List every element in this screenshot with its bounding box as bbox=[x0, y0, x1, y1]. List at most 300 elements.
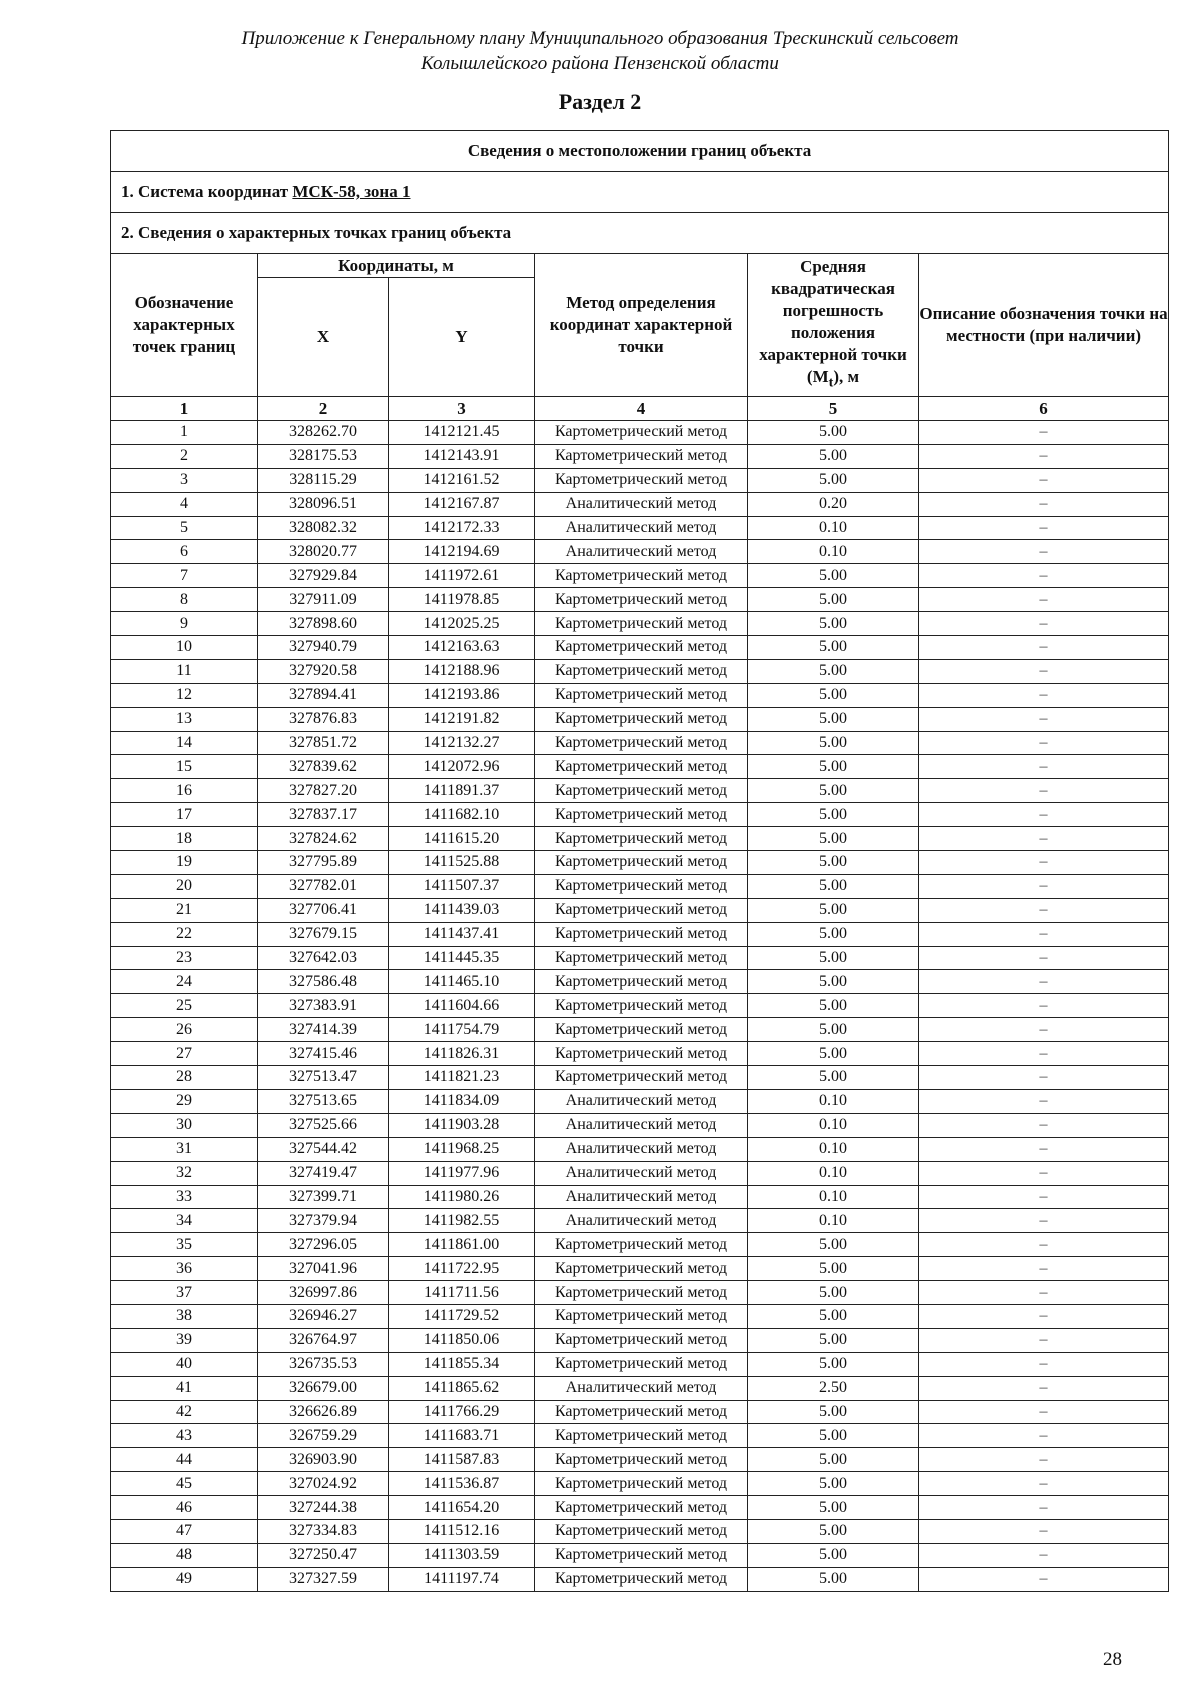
x-coordinate-cell: 327911.09 bbox=[258, 588, 389, 612]
y-coordinate-cell: 1411197.74 bbox=[389, 1567, 535, 1591]
method-cell: Картометрический метод bbox=[535, 1496, 748, 1520]
x-coordinate-cell: 326759.29 bbox=[258, 1424, 389, 1448]
y-coordinate-cell: 1412161.52 bbox=[389, 468, 535, 492]
method-cell: Картометрический метод bbox=[535, 1328, 748, 1352]
x-coordinate-cell: 326903.90 bbox=[258, 1448, 389, 1472]
table-row bbox=[111, 612, 1169, 636]
x-coordinate-cell: 327679.15 bbox=[258, 922, 389, 946]
mean-error-cell: 5.00 bbox=[748, 444, 919, 468]
table-row bbox=[111, 1113, 1169, 1137]
description-cell: – bbox=[919, 683, 1169, 707]
x-coordinate-cell: 327525.66 bbox=[258, 1113, 389, 1137]
method-cell: Аналитический метод bbox=[535, 1209, 748, 1233]
point-id-cell: 26 bbox=[111, 1018, 258, 1042]
mean-error-cell: 5.00 bbox=[748, 851, 919, 875]
point-id-cell: 31 bbox=[111, 1137, 258, 1161]
x-coordinate-cell: 327414.39 bbox=[258, 1018, 389, 1042]
mean-error-cell: 5.00 bbox=[748, 946, 919, 970]
table-row bbox=[111, 994, 1169, 1018]
table-row bbox=[111, 1233, 1169, 1257]
table-row bbox=[111, 1424, 1169, 1448]
method-cell: Картометрический метод bbox=[535, 564, 748, 588]
x-coordinate-cell: 327250.47 bbox=[258, 1543, 389, 1567]
description-cell: – bbox=[919, 1448, 1169, 1472]
mean-error-cell: 5.00 bbox=[748, 1567, 919, 1591]
table-row bbox=[111, 1137, 1169, 1161]
method-cell: Картометрический метод bbox=[535, 755, 748, 779]
method-cell: Картометрический метод bbox=[535, 659, 748, 683]
description-cell: – bbox=[919, 659, 1169, 683]
point-id-cell: 38 bbox=[111, 1304, 258, 1328]
method-cell: Аналитический метод bbox=[535, 540, 748, 564]
table-row bbox=[111, 898, 1169, 922]
mean-error-cell: 5.00 bbox=[748, 1066, 919, 1090]
point-id-cell: 39 bbox=[111, 1328, 258, 1352]
method-cell: Аналитический метод bbox=[535, 1376, 748, 1400]
coordinate-system-value: МСК-58, зона 1 bbox=[292, 182, 411, 201]
method-cell: Картометрический метод bbox=[535, 1424, 748, 1448]
table-row bbox=[111, 1567, 1169, 1591]
point-id-cell: 43 bbox=[111, 1424, 258, 1448]
method-cell: Картометрический метод bbox=[535, 612, 748, 636]
method-cell: Картометрический метод bbox=[535, 683, 748, 707]
point-id-cell: 49 bbox=[111, 1567, 258, 1591]
point-id-cell: 12 bbox=[111, 683, 258, 707]
mean-error-cell: 5.00 bbox=[748, 1424, 919, 1448]
method-cell: Картометрический метод bbox=[535, 731, 748, 755]
description-cell: – bbox=[919, 444, 1169, 468]
y-coordinate-cell: 1411865.62 bbox=[389, 1376, 535, 1400]
boundary-points-table bbox=[110, 130, 1169, 1592]
table-row bbox=[111, 516, 1169, 540]
point-id-cell: 14 bbox=[111, 731, 258, 755]
y-coordinate-cell: 1411729.52 bbox=[389, 1304, 535, 1328]
header-description: Описание обозначения точки на местности (при наличии) bbox=[919, 254, 1169, 397]
table-row bbox=[111, 564, 1169, 588]
column-number: 3 bbox=[389, 397, 535, 421]
y-coordinate-cell: 1411507.37 bbox=[389, 874, 535, 898]
coordinate-system-label: 1. Система координат bbox=[121, 182, 293, 201]
table-row bbox=[111, 1543, 1169, 1567]
description-cell: – bbox=[919, 1472, 1169, 1496]
description-cell: – bbox=[919, 827, 1169, 851]
mean-error-cell: 5.00 bbox=[748, 683, 919, 707]
description-cell: – bbox=[919, 1567, 1169, 1591]
y-coordinate-cell: 1411437.41 bbox=[389, 922, 535, 946]
x-coordinate-cell: 327837.17 bbox=[258, 803, 389, 827]
method-cell: Картометрический метод bbox=[535, 970, 748, 994]
method-cell: Картометрический метод bbox=[535, 1281, 748, 1305]
table-row bbox=[111, 1257, 1169, 1281]
description-cell: – bbox=[919, 946, 1169, 970]
x-coordinate-cell: 328096.51 bbox=[258, 492, 389, 516]
description-cell: – bbox=[919, 1113, 1169, 1137]
table-row bbox=[111, 636, 1169, 660]
table-row bbox=[111, 659, 1169, 683]
point-id-cell: 19 bbox=[111, 851, 258, 875]
point-id-cell: 8 bbox=[111, 588, 258, 612]
point-id-cell: 22 bbox=[111, 922, 258, 946]
mean-error-cell: 5.00 bbox=[748, 1472, 919, 1496]
point-id-cell: 7 bbox=[111, 564, 258, 588]
y-coordinate-cell: 1412121.45 bbox=[389, 421, 535, 445]
y-coordinate-cell: 1412194.69 bbox=[389, 540, 535, 564]
method-cell: Картометрический метод bbox=[535, 874, 748, 898]
description-cell: – bbox=[919, 636, 1169, 660]
header-x: X bbox=[258, 278, 389, 397]
description-cell: – bbox=[919, 851, 1169, 875]
table-row bbox=[111, 421, 1169, 445]
point-id-cell: 44 bbox=[111, 1448, 258, 1472]
description-cell: – bbox=[919, 1257, 1169, 1281]
mean-error-cell: 5.00 bbox=[748, 468, 919, 492]
table-row bbox=[111, 827, 1169, 851]
method-cell: Картометрический метод bbox=[535, 421, 748, 445]
method-cell: Картометрический метод bbox=[535, 444, 748, 468]
y-coordinate-cell: 1412188.96 bbox=[389, 659, 535, 683]
x-coordinate-cell: 326626.89 bbox=[258, 1400, 389, 1424]
mean-error-cell: 5.00 bbox=[748, 1400, 919, 1424]
y-coordinate-cell: 1411903.28 bbox=[389, 1113, 535, 1137]
point-id-cell: 24 bbox=[111, 970, 258, 994]
x-coordinate-cell: 326946.27 bbox=[258, 1304, 389, 1328]
table-row bbox=[111, 1304, 1169, 1328]
y-coordinate-cell: 1411465.10 bbox=[389, 970, 535, 994]
method-cell: Картометрический метод bbox=[535, 468, 748, 492]
x-coordinate-cell: 327782.01 bbox=[258, 874, 389, 898]
method-cell: Аналитический метод bbox=[535, 516, 748, 540]
point-id-cell: 29 bbox=[111, 1089, 258, 1113]
description-cell: – bbox=[919, 516, 1169, 540]
mean-error-cell: 5.00 bbox=[748, 612, 919, 636]
point-id-cell: 2 bbox=[111, 444, 258, 468]
y-coordinate-cell: 1411587.83 bbox=[389, 1448, 535, 1472]
description-cell: – bbox=[919, 779, 1169, 803]
point-id-cell: 4 bbox=[111, 492, 258, 516]
y-coordinate-cell: 1411439.03 bbox=[389, 898, 535, 922]
description-cell: – bbox=[919, 1018, 1169, 1042]
mean-error-cell: 0.10 bbox=[748, 1161, 919, 1185]
x-coordinate-cell: 327839.62 bbox=[258, 755, 389, 779]
table-row bbox=[111, 1400, 1169, 1424]
mean-error-cell: 5.00 bbox=[748, 1328, 919, 1352]
point-id-cell: 13 bbox=[111, 707, 258, 731]
mean-error-cell: 5.00 bbox=[748, 994, 919, 1018]
table-row bbox=[111, 444, 1169, 468]
description-cell: – bbox=[919, 970, 1169, 994]
method-cell: Картометрический метод bbox=[535, 707, 748, 731]
description-cell: – bbox=[919, 1066, 1169, 1090]
description-cell: – bbox=[919, 922, 1169, 946]
mean-error-cell: 5.00 bbox=[748, 659, 919, 683]
mean-error-cell: 5.00 bbox=[748, 636, 919, 660]
mean-error-cell: 0.10 bbox=[748, 1089, 919, 1113]
x-coordinate-cell: 327851.72 bbox=[258, 731, 389, 755]
point-id-cell: 46 bbox=[111, 1496, 258, 1520]
x-coordinate-cell: 328115.29 bbox=[258, 468, 389, 492]
method-cell: Картометрический метод bbox=[535, 779, 748, 803]
table-body bbox=[111, 421, 1169, 1592]
table-row bbox=[111, 803, 1169, 827]
description-cell: – bbox=[919, 421, 1169, 445]
mean-error-cell: 5.00 bbox=[748, 970, 919, 994]
point-id-cell: 6 bbox=[111, 540, 258, 564]
x-coordinate-cell: 327383.91 bbox=[258, 994, 389, 1018]
header-mean-error-text: Средняя квадратическая погрешность положения характерной точки (M bbox=[759, 257, 907, 387]
mean-error-cell: 0.10 bbox=[748, 540, 919, 564]
column-number: 1 bbox=[111, 397, 258, 421]
y-coordinate-cell: 1411754.79 bbox=[389, 1018, 535, 1042]
y-coordinate-cell: 1412132.27 bbox=[389, 731, 535, 755]
table-row bbox=[111, 946, 1169, 970]
y-coordinate-cell: 1411982.55 bbox=[389, 1209, 535, 1233]
mean-error-cell: 5.00 bbox=[748, 1304, 919, 1328]
mean-error-cell: 0.20 bbox=[748, 492, 919, 516]
x-coordinate-cell: 327513.65 bbox=[258, 1089, 389, 1113]
document-header-line-1: Приложение к Генеральному плану Муниципального образования Трескинский сельсовет bbox=[241, 28, 959, 49]
y-coordinate-cell: 1412163.63 bbox=[389, 636, 535, 660]
mean-error-cell: 0.10 bbox=[748, 516, 919, 540]
x-coordinate-cell: 327894.41 bbox=[258, 683, 389, 707]
method-cell: Картометрический метод bbox=[535, 1400, 748, 1424]
y-coordinate-cell: 1411682.10 bbox=[389, 803, 535, 827]
y-coordinate-cell: 1411850.06 bbox=[389, 1328, 535, 1352]
x-coordinate-cell: 327041.96 bbox=[258, 1257, 389, 1281]
method-cell: Аналитический метод bbox=[535, 1113, 748, 1137]
table-row bbox=[111, 851, 1169, 875]
x-coordinate-cell: 326997.86 bbox=[258, 1281, 389, 1305]
table-row bbox=[111, 540, 1169, 564]
description-cell: – bbox=[919, 898, 1169, 922]
description-cell: – bbox=[919, 1543, 1169, 1567]
description-cell: – bbox=[919, 1161, 1169, 1185]
point-id-cell: 17 bbox=[111, 803, 258, 827]
y-coordinate-cell: 1412172.33 bbox=[389, 516, 535, 540]
y-coordinate-cell: 1411968.25 bbox=[389, 1137, 535, 1161]
mean-error-cell: 5.00 bbox=[748, 731, 919, 755]
description-cell: – bbox=[919, 1042, 1169, 1066]
mean-error-cell: 5.00 bbox=[748, 874, 919, 898]
table-row bbox=[111, 1281, 1169, 1305]
x-coordinate-cell: 328175.53 bbox=[258, 444, 389, 468]
description-cell: – bbox=[919, 1352, 1169, 1376]
y-coordinate-cell: 1411683.71 bbox=[389, 1424, 535, 1448]
point-id-cell: 23 bbox=[111, 946, 258, 970]
mean-error-cell: 5.00 bbox=[748, 779, 919, 803]
mean-error-cell: 5.00 bbox=[748, 421, 919, 445]
x-coordinate-cell: 328020.77 bbox=[258, 540, 389, 564]
method-cell: Картометрический метод bbox=[535, 1066, 748, 1090]
page-number: 28 bbox=[1103, 1649, 1122, 1670]
mean-error-cell: 2.50 bbox=[748, 1376, 919, 1400]
section-title: Раздел 2 bbox=[558, 89, 642, 114]
x-coordinate-cell: 327244.38 bbox=[258, 1496, 389, 1520]
header-mean-error bbox=[748, 254, 919, 397]
method-cell: Аналитический метод bbox=[535, 1161, 748, 1185]
x-coordinate-cell: 326679.00 bbox=[258, 1376, 389, 1400]
y-coordinate-cell: 1411891.37 bbox=[389, 779, 535, 803]
y-coordinate-cell: 1411654.20 bbox=[389, 1496, 535, 1520]
y-coordinate-cell: 1411615.20 bbox=[389, 827, 535, 851]
point-id-cell: 3 bbox=[111, 468, 258, 492]
y-coordinate-cell: 1412025.25 bbox=[389, 612, 535, 636]
point-id-cell: 33 bbox=[111, 1185, 258, 1209]
table-row bbox=[111, 707, 1169, 731]
mean-error-cell: 5.00 bbox=[748, 1543, 919, 1567]
header-coordinates-group: Координаты, м bbox=[258, 254, 535, 278]
description-cell: – bbox=[919, 1137, 1169, 1161]
header-method: Метод определения координат характерной точки bbox=[535, 254, 748, 397]
x-coordinate-cell: 327327.59 bbox=[258, 1567, 389, 1591]
mean-error-cell: 5.00 bbox=[748, 1448, 919, 1472]
description-cell: – bbox=[919, 1424, 1169, 1448]
point-id-cell: 32 bbox=[111, 1161, 258, 1185]
method-cell: Картометрический метод bbox=[535, 1567, 748, 1591]
table-row bbox=[111, 755, 1169, 779]
point-id-cell: 1 bbox=[111, 421, 258, 445]
x-coordinate-cell: 327544.42 bbox=[258, 1137, 389, 1161]
method-cell: Картометрический метод bbox=[535, 1472, 748, 1496]
point-id-cell: 41 bbox=[111, 1376, 258, 1400]
method-cell: Картометрический метод bbox=[535, 851, 748, 875]
point-id-cell: 34 bbox=[111, 1209, 258, 1233]
description-cell: – bbox=[919, 1519, 1169, 1543]
mean-error-cell: 5.00 bbox=[748, 1018, 919, 1042]
y-coordinate-cell: 1411766.29 bbox=[389, 1400, 535, 1424]
mean-error-cell: 5.00 bbox=[748, 755, 919, 779]
x-coordinate-cell: 327334.83 bbox=[258, 1519, 389, 1543]
table-row bbox=[111, 1185, 1169, 1209]
table-row bbox=[111, 779, 1169, 803]
method-cell: Аналитический метод bbox=[535, 492, 748, 516]
mean-error-cell: 5.00 bbox=[748, 1352, 919, 1376]
y-coordinate-cell: 1411834.09 bbox=[389, 1089, 535, 1113]
x-coordinate-cell: 327898.60 bbox=[258, 612, 389, 636]
x-coordinate-cell: 327419.47 bbox=[258, 1161, 389, 1185]
table-row bbox=[111, 492, 1169, 516]
y-coordinate-cell: 1411980.26 bbox=[389, 1185, 535, 1209]
mean-error-cell: 5.00 bbox=[748, 707, 919, 731]
y-coordinate-cell: 1411536.87 bbox=[389, 1472, 535, 1496]
method-cell: Картометрический метод bbox=[535, 1257, 748, 1281]
description-cell: – bbox=[919, 1304, 1169, 1328]
y-coordinate-cell: 1412167.87 bbox=[389, 492, 535, 516]
x-coordinate-cell: 328262.70 bbox=[258, 421, 389, 445]
table-row bbox=[111, 1089, 1169, 1113]
table-row bbox=[111, 970, 1169, 994]
point-id-cell: 18 bbox=[111, 827, 258, 851]
table-row bbox=[111, 1352, 1169, 1376]
y-coordinate-cell: 1411855.34 bbox=[389, 1352, 535, 1376]
description-cell: – bbox=[919, 468, 1169, 492]
x-coordinate-cell: 327929.84 bbox=[258, 564, 389, 588]
table-row bbox=[111, 731, 1169, 755]
x-coordinate-cell: 327399.71 bbox=[258, 1185, 389, 1209]
mean-error-cell: 5.00 bbox=[748, 1042, 919, 1066]
method-cell: Картометрический метод bbox=[535, 1352, 748, 1376]
y-coordinate-cell: 1412193.86 bbox=[389, 683, 535, 707]
point-id-cell: 25 bbox=[111, 994, 258, 1018]
x-coordinate-cell: 327940.79 bbox=[258, 636, 389, 660]
y-coordinate-cell: 1411821.23 bbox=[389, 1066, 535, 1090]
y-coordinate-cell: 1411303.59 bbox=[389, 1543, 535, 1567]
x-coordinate-cell: 327795.89 bbox=[258, 851, 389, 875]
description-cell: – bbox=[919, 874, 1169, 898]
description-cell: – bbox=[919, 707, 1169, 731]
x-coordinate-cell: 326735.53 bbox=[258, 1352, 389, 1376]
method-cell: Картометрический метод bbox=[535, 1304, 748, 1328]
y-coordinate-cell: 1411525.88 bbox=[389, 851, 535, 875]
y-coordinate-cell: 1411978.85 bbox=[389, 588, 535, 612]
mean-error-cell: 5.00 bbox=[748, 564, 919, 588]
description-cell: – bbox=[919, 1328, 1169, 1352]
description-cell: – bbox=[919, 588, 1169, 612]
table-row bbox=[111, 1448, 1169, 1472]
y-coordinate-cell: 1411861.00 bbox=[389, 1233, 535, 1257]
table-row bbox=[111, 1496, 1169, 1520]
mean-error-cell: 0.10 bbox=[748, 1113, 919, 1137]
document-header-line-2: Колышлейского района Пензенской области bbox=[421, 53, 779, 74]
method-cell: Картометрический метод bbox=[535, 1233, 748, 1257]
point-id-cell: 36 bbox=[111, 1257, 258, 1281]
y-coordinate-cell: 1412143.91 bbox=[389, 444, 535, 468]
point-id-cell: 45 bbox=[111, 1472, 258, 1496]
mean-error-cell: 0.10 bbox=[748, 1137, 919, 1161]
description-cell: – bbox=[919, 1376, 1169, 1400]
column-number: 5 bbox=[748, 397, 919, 421]
method-cell: Аналитический метод bbox=[535, 1137, 748, 1161]
y-coordinate-cell: 1411722.95 bbox=[389, 1257, 535, 1281]
table-row bbox=[111, 1042, 1169, 1066]
method-cell: Картометрический метод bbox=[535, 994, 748, 1018]
description-cell: – bbox=[919, 994, 1169, 1018]
table-row bbox=[111, 922, 1169, 946]
table-caption: Сведения о местоположении границ объекта bbox=[111, 131, 1169, 172]
x-coordinate-cell: 327827.20 bbox=[258, 779, 389, 803]
x-coordinate-cell: 327296.05 bbox=[258, 1233, 389, 1257]
x-coordinate-cell: 327379.94 bbox=[258, 1209, 389, 1233]
mean-error-cell: 5.00 bbox=[748, 827, 919, 851]
description-cell: – bbox=[919, 731, 1169, 755]
description-cell: – bbox=[919, 612, 1169, 636]
point-id-cell: 10 bbox=[111, 636, 258, 660]
point-id-cell: 5 bbox=[111, 516, 258, 540]
y-coordinate-cell: 1411445.35 bbox=[389, 946, 535, 970]
y-coordinate-cell: 1411972.61 bbox=[389, 564, 535, 588]
x-coordinate-cell: 327642.03 bbox=[258, 946, 389, 970]
table-row bbox=[111, 1066, 1169, 1090]
description-cell: – bbox=[919, 540, 1169, 564]
mean-error-cell: 5.00 bbox=[748, 1496, 919, 1520]
x-coordinate-cell: 327513.47 bbox=[258, 1066, 389, 1090]
point-id-cell: 28 bbox=[111, 1066, 258, 1090]
mean-error-cell: 0.10 bbox=[748, 1209, 919, 1233]
method-cell: Картометрический метод bbox=[535, 1042, 748, 1066]
x-coordinate-cell: 327706.41 bbox=[258, 898, 389, 922]
method-cell: Картометрический метод bbox=[535, 1543, 748, 1567]
x-coordinate-cell: 326764.97 bbox=[258, 1328, 389, 1352]
column-number: 4 bbox=[535, 397, 748, 421]
table-row bbox=[111, 1519, 1169, 1543]
x-coordinate-cell: 328082.32 bbox=[258, 516, 389, 540]
table-row bbox=[111, 683, 1169, 707]
mean-error-cell: 5.00 bbox=[748, 588, 919, 612]
point-id-cell: 40 bbox=[111, 1352, 258, 1376]
point-id-cell: 47 bbox=[111, 1519, 258, 1543]
description-cell: – bbox=[919, 755, 1169, 779]
column-number: 6 bbox=[919, 397, 1169, 421]
point-id-cell: 16 bbox=[111, 779, 258, 803]
